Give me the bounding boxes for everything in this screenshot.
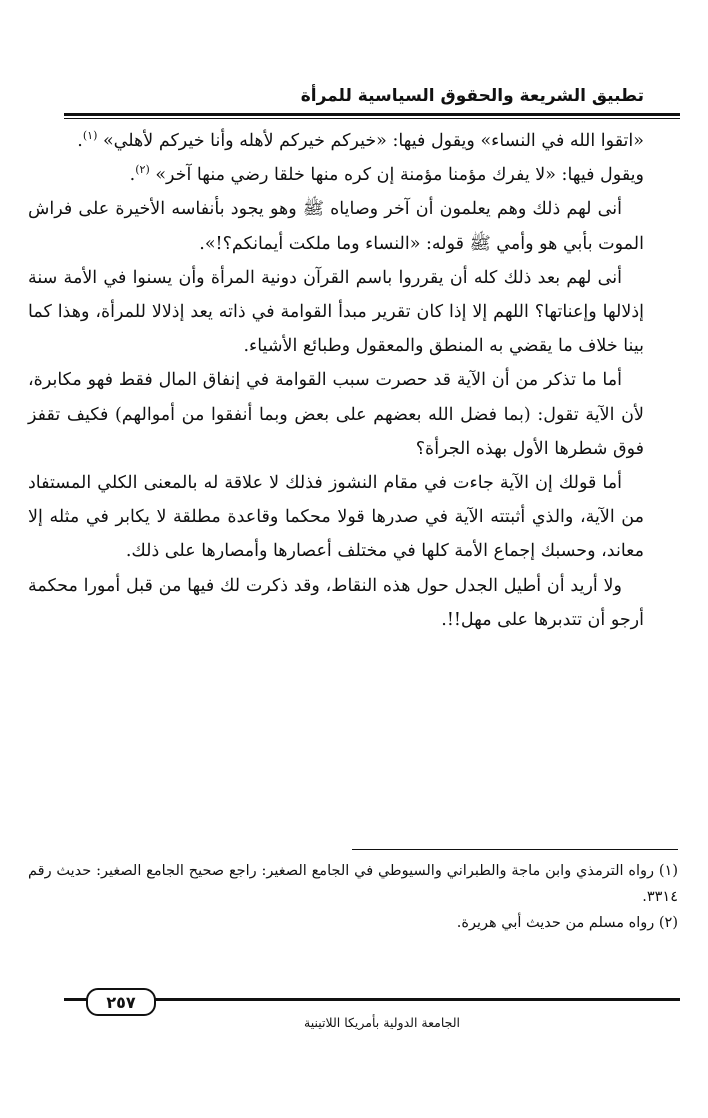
paragraph-1: «اتقوا الله في النساء» ويقول فيها: «خيركم خيركم لأهله وأنا خيركم لأهلي» $^{(١)}$.	[77, 129, 644, 151]
footnotes	[28, 858, 678, 936]
footnote-separator	[352, 849, 678, 850]
header-rule-thin	[64, 118, 680, 119]
footer-rule	[64, 998, 680, 1001]
page-number: ٢٥٧	[86, 988, 156, 1016]
paragraph-4: أنى لهم بعد ذلك كله أن يقرروا باسم القرآن دونية المرأة وأن يسنوا في الأمة سنة إذلالها وإعناتها؟ اللهم إلا إذا كان تقرير مبدأ القوامة في ذاته يعد إذلالا للمرأة، وهذا كما بينا خلاف ما يقضي به المنطق والمعقول وطبائع الأشياء.	[28, 267, 644, 357]
footnote-ref-2: (٢)	[135, 163, 150, 177]
paragraph-2-tail: .	[129, 165, 136, 186]
body-text	[28, 124, 644, 637]
footnote-1: (١) رواه الترمذي وابن ماجة والطبراني والسيوطي في الجامع الصغير: راجع صحيح الجامع الصغير: حديث رقم ٣٣١٤.	[28, 863, 678, 905]
paragraph-6: أما قولك إن الآية جاءت في مقام النشوز فذلك لا علاقة له بالمعنى الكلي المستفاد من الآية، والذي أثبتته الآية في صدرها قولا محكما وقاعدة مطلقة لا يكابر في مثله إلا معاند، وحسبك إجماع الأمة كلها في مختلف أعصارها وأمصارها على ذلك.	[28, 473, 644, 562]
paragraph-7: ولا أريد أن أطيل الجدل حول هذه النقاط، وقد ذكرت لك فيها من قبل أمورا محكمة أرجو أن تتدبرها على مهل!!.	[28, 575, 644, 630]
paragraph-2	[28, 158, 644, 192]
paragraph-1-text: «اتقوا الله في النساء» ويقول فيها: «خيركم خيركم لأهله وأنا خيركم لأهلي»	[102, 131, 644, 151]
paragraph-5: أما ما تذكر من أن الآية قد حصرت سبب القوامة في إنفاق المال فقط فهو مكابرة، لأن الآية تقول: (بما فضل الله بعضهم على بعض وبما أنفقوا من أموالهم) فكيف تقفز فوق شطرها الأول بهذه الجرأة؟	[28, 370, 644, 459]
paragraph-2-text: ويقول فيها: «لا يفرك مؤمنا مؤمنة إن كره منها خلقا رضي منها آخر»	[155, 165, 644, 186]
publisher-name: الجامعة الدولية بأمريكا اللاتينية	[304, 1015, 460, 1030]
running-title: تطبيق الشريعة والحقوق السياسية للمرأة	[300, 86, 644, 106]
footnote-ref-1: (١)	[82, 129, 98, 143]
footnote-2: (٢) رواه مسلم من حديث أبي هريرة.	[456, 915, 678, 931]
paragraph-3: أنى لهم ذلك وهم يعلمون أن آخر وصاياه ﷺ وهو يجود بأنفاسه الأخيرة على فراش الموت بأبي هو وأمي ﷺ قوله: «النساء وما ملكت أيمانكم؟!».	[28, 199, 644, 254]
header-rule-thick	[64, 113, 680, 116]
